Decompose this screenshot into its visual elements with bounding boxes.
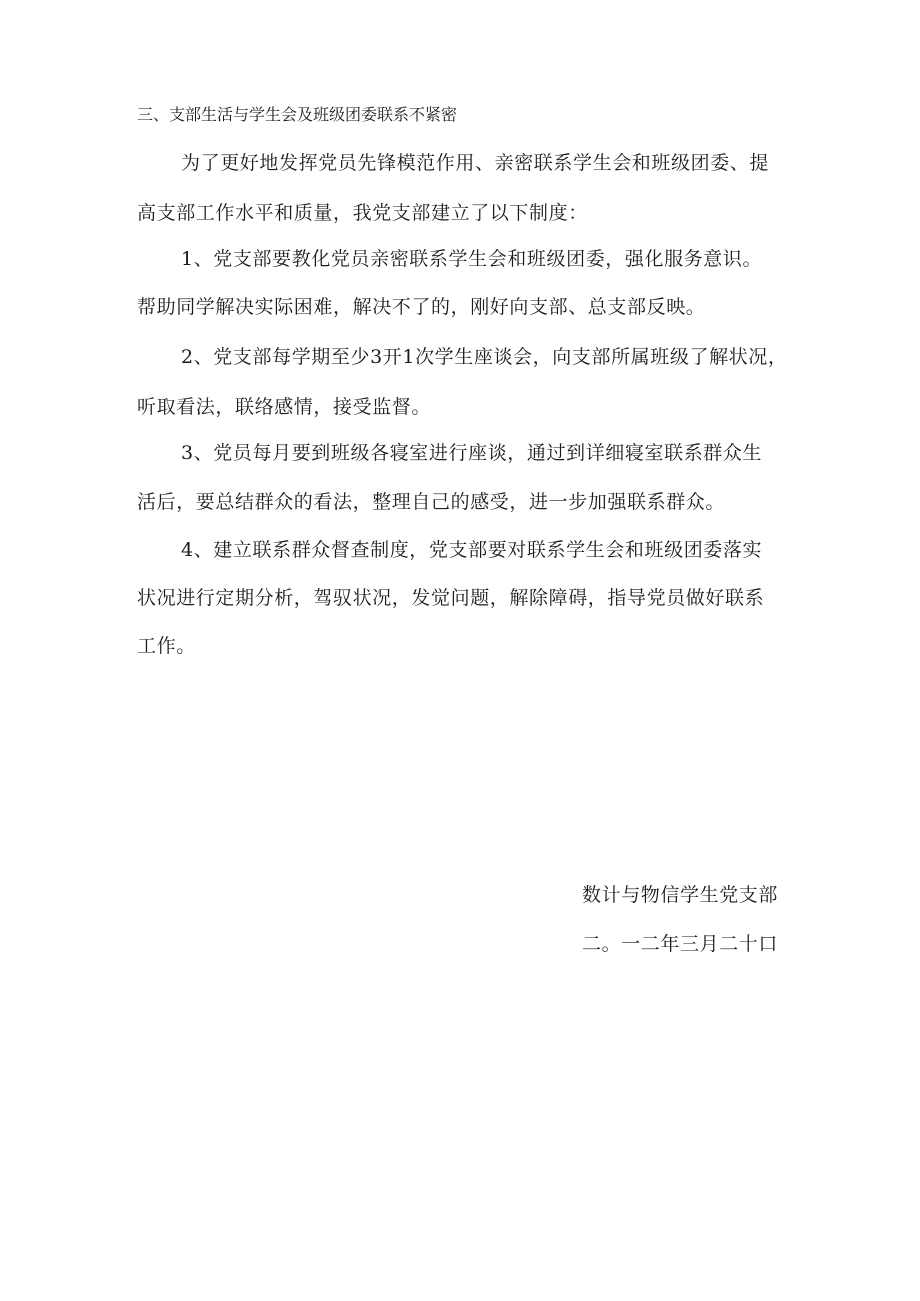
item-3-line-2: 活后，要总结群众的看法，整理自己的感受，进一步加强联系群众。 — [137, 491, 726, 513]
item-1-line-1: 1、党支部要教化党员亲密联系学生会和班级团委，强化服务意识。 — [181, 248, 763, 270]
signature-organization: 数计与物信学生党支部 — [582, 884, 779, 906]
item-4-line-1: 4、建立联系群众督查制度，党支部要对联系学生会和班级团委落实 — [181, 539, 763, 561]
item-2-line-2: 听取看法，联络感情，接受监督。 — [137, 396, 432, 418]
item-2-line-1: 2、党支部每学期至少3开1次学生座谈会，向支部所属班级了解状况， — [181, 346, 788, 368]
section-heading: 三、支部生活与学生会及班级团委联系不紧密 — [137, 105, 458, 124]
item-1-line-2: 帮助同学解决实际困难，解决不了的，刚好向支部、总支部反映。 — [137, 296, 706, 318]
signature-date: 二。一二年三月二十口 — [582, 933, 779, 955]
item-3-line-1: 3、党员每月要到班级各寝室进行座谈，通过到详细寝室联系群众生 — [181, 442, 763, 464]
intro-line-2: 高支部工作水平和质量，我党支部建立了以下制度： — [137, 202, 588, 224]
item-4-line-2: 状况进行定期分析，驾驭状况，发觉问题，解除障碍，指导党员做好联系 — [137, 587, 765, 609]
item-4-line-3: 工作。 — [137, 635, 196, 657]
intro-line-1: 为了更好地发挥党员先锋模范作用、亲密联系学生会和班级团委、提 — [181, 152, 770, 174]
